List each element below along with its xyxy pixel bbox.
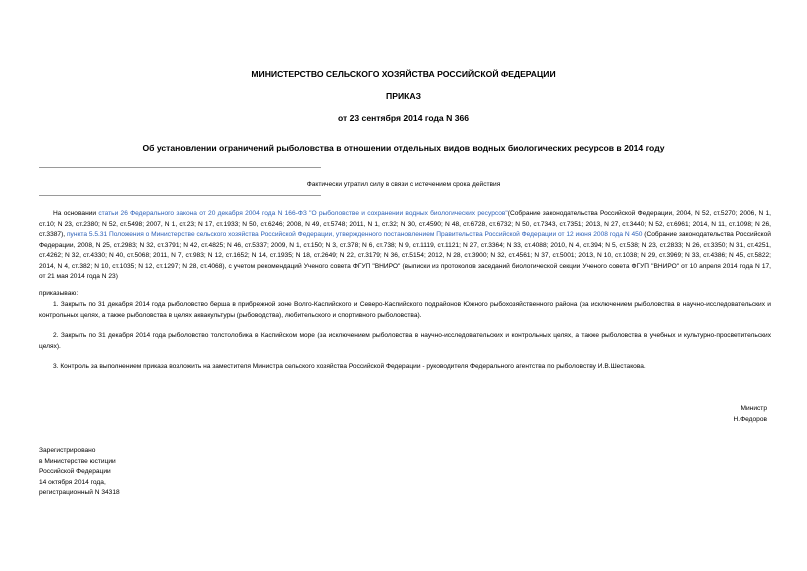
order-item-3: 3. Контроль за выполнением приказа возложить на заместителя Министра сельского хозяйства Российской Федерации - руководителя Федерального агентства по рыболовству И.В.Шестакова. bbox=[53, 363, 646, 370]
registration-line: в Министерстве юстиции bbox=[39, 457, 116, 465]
status-note: Фактически утратил силу в связи с истечением срока действия bbox=[306, 181, 501, 188]
regulation-link[interactable]: пункта 5.5.31 Положения о Министерстве сельского хозяйства Российской Федерации, утвержденного постановлением Правительства Российской Федерации от 12 июня 2008 года N 450 bbox=[66, 231, 643, 238]
registration-line: регистрационный N 34318 bbox=[39, 489, 120, 496]
registration-block bbox=[39, 446, 259, 499]
preamble-paragraph bbox=[39, 209, 771, 283]
law-article-link[interactable]: статьи 26 Федерального закона от 20 декабря 2004 года N 166-ФЗ "О рыболовстве и сохранении водных биологических ресурсов" bbox=[98, 210, 508, 217]
preamble-citation-1: (Собрание законодательства Российской Федерации, 2004, N 52, ст.5270; 2006, N 1, ст.10; N 23, ст.2380; N 52, ст.5498; 2007, N 1, ст.23; N 17, ст.1933; N 50, ст.6246; 2008, N 49, ст.5748; 2011, N 1, ст.32; N 30, ст.4590; N 48, ст.6728, ст.6732; N 50, ст.7343, ст.7351; 2013, N 27, ст.3440; N 52, ст.6961; 2014, N 11, ст.1098; N 26, ст.3387), bbox=[39, 210, 771, 238]
document-date-number: от 23 сентября 2014 года N 366 bbox=[337, 113, 470, 123]
signatory-name: Н.Федоров bbox=[733, 415, 767, 423]
registration-line: Зарегистрировано bbox=[39, 447, 96, 454]
top-divider bbox=[39, 167, 321, 168]
preamble-intro: На основании bbox=[53, 210, 99, 217]
order-word: приказываю: bbox=[39, 290, 79, 297]
order-item-1: 1. Закрыть по 31 декабря 2014 года рыболовство берша в прибрежной зоне Волго-Каспийского и Северо-Каспийского подрайонов Южного рыбохозяйственного района (за исключением рыболовства в научно-исследовательских и контрольных целях, а также рыболовства в целях аквакультуры (рыбоводства), любительского и спортивного рыболовства). bbox=[39, 301, 771, 319]
document-type: ПРИКАЗ bbox=[386, 91, 421, 101]
registration-line: Российской Федерации bbox=[39, 468, 111, 475]
preamble-citation-2: (Собрание законодательства Российской Федерации, 2008, N 25, ст.2983; N 32, ст.3791; N 42, ст.4825; N 46, ст.5337; 2009, N 1, ст.150; N 3, ст.378; N 6, ст.738; N 9, ст.1119, ст.1121; N 27, ст.3364; N 33, ст.4088; 2010, N 4, ст.394; N 5, ст.538; N 23, ст.2833; N 26, ст.3350; N 31, ст.4251, ст.4262; N 32, ст.4330; N 40, ст.5068; 2011, N 7, ст.983; N 12, ст.1652; N 14, ст.1935; N 18, ст.2649; N 22, ст.3179; N 36, ст.5154; 2012, N 28, ст.3900; N 32, ст.4561; N 37, ст.5001; 2013, N 10, ст.1038; N 29, ст.3969; N 33, ст.4386; N 45, ст.5822; 2014, N 4, ст.382; N 10, ст.1035; N 12, ст.1297; N 28, ст.4068), с учетом рекомендаций Ученого совета ФГУП "ВНИРО" (выписки из протоколов заседаний биологической секции Ученого совета ФГУП "ВНИРО" от 10 апреля 2014 года N 17, от 21 мая 2014 года N 23) bbox=[39, 231, 771, 280]
ministry-heading: МИНИСТЕРСТВО СЕЛЬСКОГО ХОЗЯЙСТВА РОССИЙСКОЙ ФЕДЕРАЦИИ bbox=[251, 69, 556, 79]
registration-line: 14 октября 2014 года, bbox=[39, 478, 106, 486]
signatory-position: Министр bbox=[740, 405, 767, 412]
document-title: Об установлении ограничений рыболовства в отношении отдельных видов водных биологических ресурсов в 2014 году bbox=[142, 143, 665, 153]
bottom-divider bbox=[39, 195, 321, 196]
signature-block bbox=[567, 404, 767, 425]
order-item-2: 2. Закрыть по 31 декабря 2014 года рыболовство толстолобика в Каспийском море (за исключением рыболовства в научно-исследовательских и контрольных целях, а также рыболовства в учебных и культурно-просветительских целях). bbox=[39, 332, 771, 350]
